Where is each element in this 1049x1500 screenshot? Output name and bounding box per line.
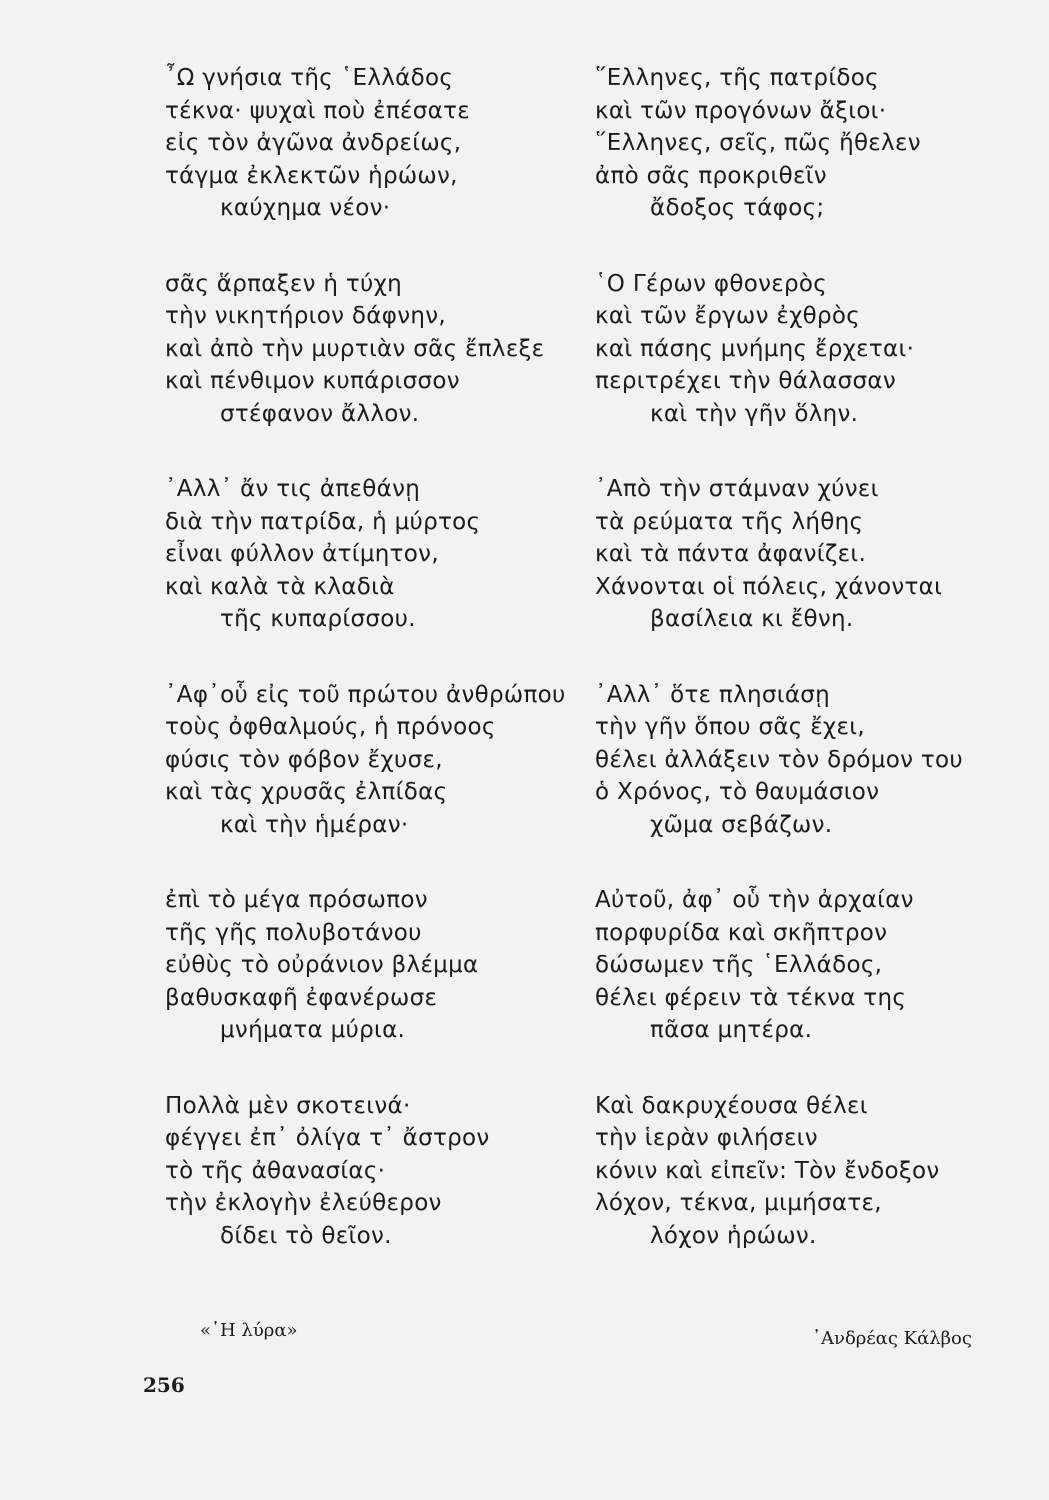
verse-line: καὶ ἀπὸ τὴν μυρτιὰν σᾶς ἔπλεξε — [165, 335, 545, 362]
verse-line: ᾿Αλλ᾿ ὅτε πλησιάσῃ — [595, 681, 831, 708]
verse-line: καὶ τὰ πάντα ἀφανίζει. — [595, 541, 867, 567]
verse-line: ῾Ο Γέρων φθονερὸς — [595, 270, 828, 297]
verse-line: καὶ τὴν γῆν ὅλην. — [650, 400, 859, 427]
verse-line: Καὶ δακρυχέουσα θέλει — [595, 1092, 868, 1119]
verse-line: ὁ Χρόνος, τὸ θαυμάσιον — [595, 779, 880, 805]
verse-line: τὰ ρεύματα τῆς λήθης — [595, 508, 864, 535]
poem-right-column — [595, 62, 1005, 1252]
verse-line: τὸ τῆς ἀθανασίας· — [165, 1157, 386, 1184]
stanza — [595, 679, 1005, 842]
verse-line: καὶ τῶν προγόνων ἄξιοι· — [595, 97, 887, 124]
poem-source: «῾Η λύρα» — [200, 1320, 298, 1341]
stanza — [165, 679, 575, 842]
verse-line: ἄδοξος τάφος; — [650, 195, 825, 221]
verse-line: ᾿Αλλ᾿ ἄν τις ἀπεθάνῃ — [165, 476, 421, 502]
verse-line: καὶ πένθιμον κυπάρισσον — [165, 368, 460, 394]
verse-line: εὐθὺς τὸ οὐράνιον βλέμμα — [165, 952, 479, 978]
poem-author: ᾿Ανδρέας Κάλβος — [812, 1328, 972, 1349]
poem-left-column — [165, 62, 575, 1252]
verse-line: ἐπὶ τὸ μέγα πρόσωπον — [165, 887, 428, 913]
verse-line: βασίλεια κι ἔθνη. — [650, 606, 854, 632]
verse-line: θέλει ἀλλάξειν τὸν δρόμον του — [595, 746, 963, 773]
verse-line: σᾶς ἅρπαξεν ἡ τύχη — [165, 270, 403, 297]
verse-line: κόνιν καὶ εἰπεῖν: Τὸν ἔνδοξον — [595, 1157, 940, 1184]
verse-line: εἶναι φύλλον ἀτίμητον, — [165, 541, 439, 567]
verse-line: ἀπὸ σᾶς προκριθεῖν — [595, 162, 827, 189]
stanza — [595, 1090, 1005, 1253]
verse-line: λόχον ἡρώων. — [650, 1222, 817, 1249]
verse-line: φέγγει ἐπ᾿ ὀλίγα τ᾿ ἄστρον — [165, 1125, 490, 1151]
verse-line: τέκνα· ψυχαὶ ποὺ ἐπέσατε — [165, 97, 470, 124]
verse-line: μνήματα μύρια. — [220, 1017, 406, 1043]
verse-line: πᾶσα μητέρα. — [650, 1017, 813, 1043]
verse-line: καὶ τὴν ἡμέραν· — [220, 811, 409, 838]
verse-line: καὶ πάσης μνήμης ἔρχεται· — [595, 335, 915, 362]
verse-line: δώσωμεν τῆς ῾Ελλάδος, — [595, 952, 883, 978]
verse-line: τὴν ἱερὰν φιλήσειν — [595, 1125, 818, 1151]
verse-line: Χάνονται οἱ πόλεις, χάνονται — [595, 573, 943, 600]
verse-line: βαθυσκαφῆ ἐφανέρωσε — [165, 984, 438, 1011]
verse-line: ᾿Αφ᾿οὗ εἰς τοῦ πρώτου ἀνθρώπου — [165, 681, 566, 708]
verse-line: θέλει φέρειν τὰ τέκνα της — [595, 984, 907, 1011]
verse-line: εἰς τὸν ἀγῶνα ἀνδρείως, — [165, 130, 462, 156]
verse-line: καύχημα νέον· — [220, 195, 391, 221]
verse-line: ῞Ελληνες, τῆς πατρίδος — [595, 65, 879, 91]
verse-line: λόχον, τέκνα, μιμήσατε, — [595, 1190, 882, 1216]
verse-line: στέφανον ἄλλον. — [220, 400, 420, 427]
verse-line: χῶμα σεβάζων. — [650, 811, 833, 838]
verse-line: καὶ καλὰ τὰ κλαδιὰ — [165, 573, 395, 600]
verse-line: τὴν γῆν ὅπου σᾶς ἔχει, — [595, 714, 865, 740]
stanza — [165, 62, 575, 225]
verse-line: φύσις τὸν φόβον ἔχυσε, — [165, 746, 443, 773]
verse-line: τάγμα ἐκλεκτῶν ἡρώων, — [165, 162, 458, 189]
stanza — [165, 268, 575, 431]
verse-line: τῆς κυπαρίσσου. — [220, 606, 416, 632]
verse-line: δίδει τὸ θεῖον. — [220, 1222, 392, 1249]
stanza — [595, 268, 1005, 431]
stanza — [165, 473, 575, 636]
verse-line: πορφυρίδα καὶ σκῆπτρον — [595, 919, 888, 946]
verse-line: περιτρέχει τὴν θάλασσαν — [595, 368, 897, 394]
verse-line: ῞Ελληνες, σεῖς, πῶς ἤθελεν — [595, 130, 921, 156]
verse-line: τοὺς ὀφθαλμούς, ἡ πρόνοος — [165, 714, 496, 740]
verse-line: τῆς γῆς πολυβοτάνου — [165, 919, 422, 946]
page-number: 256 — [143, 1373, 185, 1397]
verse-line: ῏Ω γνήσια τῆς ῾Ελλάδος — [165, 65, 454, 91]
verse-line: διὰ τὴν πατρίδα, ἡ μύρτος — [165, 508, 481, 535]
verse-line: Πολλὰ μὲν σκοτεινά· — [165, 1092, 411, 1119]
verse-line: καὶ τῶν ἔργων ἐχθρὸς — [595, 303, 861, 329]
verse-line: τὴν ἐκλογὴν ἐλεύθερον — [165, 1190, 442, 1216]
verse-line: ᾿Απὸ τὴν στάμναν χύνει — [595, 476, 879, 502]
stanza — [165, 884, 575, 1047]
verse-line: τὴν νικητήριον δάφνην, — [165, 303, 446, 329]
stanza — [595, 62, 1005, 225]
stanza — [165, 1090, 575, 1253]
verse-line: καὶ τὰς χρυσᾶς ἐλπίδας — [165, 779, 448, 805]
stanza — [595, 884, 1005, 1047]
verse-line: Αὐτοῦ, ἀφ᾿ οὗ τὴν ἀρχαίαν — [595, 887, 914, 913]
stanza — [595, 473, 1005, 636]
